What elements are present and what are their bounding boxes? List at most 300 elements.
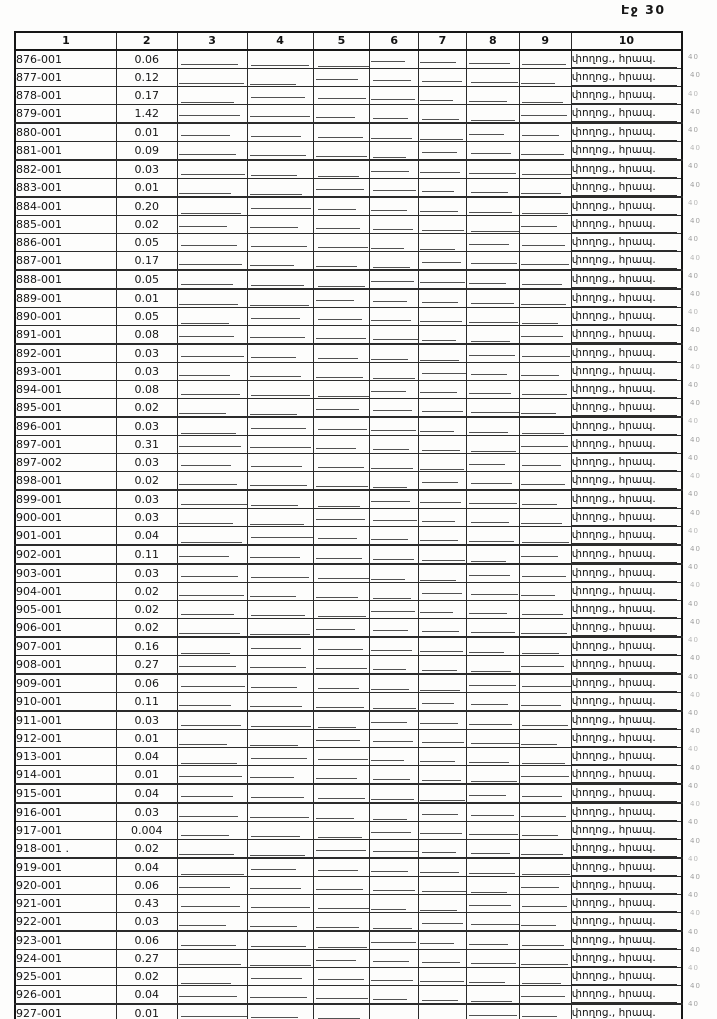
empty-cell-dash — [373, 449, 410, 450]
empty-cell — [370, 583, 419, 601]
empty-cell — [519, 160, 571, 179]
empty-cell-dash — [251, 136, 300, 137]
empty-cell-dash — [181, 725, 241, 726]
empty-cell-dash — [251, 648, 300, 649]
row-id-cell: 906-001 — [15, 619, 116, 638]
table-row — [15, 197, 682, 216]
empty-cell-dash — [251, 65, 308, 66]
empty-cell-dash — [420, 580, 455, 581]
empty-cell — [370, 69, 419, 87]
empty-cell-dash — [471, 671, 512, 672]
empty-cell — [519, 509, 571, 527]
empty-cell — [247, 472, 313, 491]
margin-mark: 40 — [688, 125, 699, 134]
table-row — [15, 490, 682, 509]
empty-cell — [519, 858, 571, 877]
empty-cell-dash — [471, 594, 518, 595]
empty-cell — [177, 123, 247, 142]
street-label-cell — [571, 179, 682, 198]
empty-cell-dash — [471, 341, 511, 342]
margin-mark: 40 — [688, 235, 699, 244]
empty-cell — [247, 363, 313, 381]
empty-cell — [370, 417, 419, 436]
empty-cell-dash — [181, 874, 244, 875]
empty-cell-dash — [373, 999, 407, 1000]
empty-cell-dash — [316, 558, 362, 559]
empty-cell — [370, 142, 419, 161]
empty-cell — [519, 583, 571, 601]
empty-cell — [519, 417, 571, 436]
row-value-cell: 0.01 — [116, 1004, 177, 1019]
empty-cell — [177, 931, 247, 950]
street-label: փողոց., հրապ. — [572, 676, 677, 692]
empty-cell-dash — [422, 450, 461, 451]
margin-mark: 40 — [688, 1000, 699, 1009]
empty-cell-dash — [471, 1001, 513, 1002]
margin-mark: 40 — [690, 399, 701, 408]
empty-cell — [313, 803, 370, 822]
empty-cell-dash — [420, 910, 456, 911]
margin-mark: 40 — [688, 526, 699, 535]
empty-cell — [519, 601, 571, 619]
empty-cell-dash — [181, 686, 245, 687]
empty-cell — [519, 619, 571, 638]
empty-cell — [247, 50, 313, 69]
empty-cell — [177, 527, 247, 546]
empty-cell — [419, 1004, 467, 1019]
empty-cell-dash — [422, 191, 454, 192]
empty-cell — [177, 693, 247, 712]
row-value-cell: 0.02 — [116, 840, 177, 859]
row-value-cell: 0.06 — [116, 674, 177, 693]
empty-cell-dash — [522, 576, 565, 577]
row-id-cell: 882-001 — [15, 160, 116, 179]
street-label: փողոց., հրապ. — [572, 162, 677, 178]
margin-mark: 40 — [690, 107, 701, 116]
empty-cell — [419, 545, 467, 564]
empty-cell-dash — [251, 726, 311, 727]
empty-cell-dash — [251, 907, 310, 908]
empty-cell — [247, 913, 313, 932]
margin-mark: 40 — [688, 964, 699, 973]
margin-mark: 40 — [690, 872, 701, 881]
street-label: փողոց., հրապ. — [572, 70, 677, 86]
empty-cell — [467, 363, 520, 381]
empty-cell-dash — [522, 433, 563, 434]
empty-cell-dash — [420, 540, 458, 541]
row-value-cell: 0.03 — [116, 913, 177, 932]
empty-cell — [247, 197, 313, 216]
empty-cell — [467, 564, 520, 583]
empty-cell — [177, 216, 247, 234]
table-row — [15, 895, 682, 913]
empty-cell-dash — [371, 430, 416, 431]
empty-cell-dash — [316, 377, 363, 378]
empty-cell-dash — [251, 1017, 298, 1018]
empty-cell — [419, 986, 467, 1005]
empty-cell — [519, 472, 571, 491]
table-row — [15, 436, 682, 454]
row-id-cell: 892-001 — [15, 344, 116, 363]
empty-cell — [467, 931, 520, 950]
empty-cell-dash — [318, 538, 358, 539]
empty-cell — [467, 490, 520, 509]
empty-cell-dash — [469, 724, 512, 725]
empty-cell-dash — [522, 102, 562, 103]
empty-cell — [419, 895, 467, 913]
empty-cell-dash — [522, 245, 564, 246]
empty-cell-dash — [373, 890, 415, 891]
row-id-cell: 889-001 — [15, 289, 116, 308]
empty-cell — [313, 472, 370, 491]
empty-cell-dash — [316, 707, 364, 708]
empty-cell — [247, 968, 313, 986]
empty-cell-dash — [471, 632, 515, 633]
empty-cell-dash — [179, 964, 241, 965]
column-header: 8 — [467, 32, 520, 50]
row-value-cell: 0.04 — [116, 784, 177, 803]
empty-cell — [419, 252, 467, 271]
row-id-cell: 924-001 — [15, 950, 116, 968]
empty-cell-dash — [521, 264, 569, 265]
empty-cell — [370, 564, 419, 583]
empty-cell-dash — [522, 356, 569, 357]
street-label: փողոց., հրապ. — [572, 823, 677, 839]
empty-cell — [370, 509, 419, 527]
empty-cell-dash — [373, 819, 408, 820]
empty-cell — [177, 784, 247, 803]
empty-cell-dash — [179, 264, 243, 265]
empty-cell-dash — [469, 982, 505, 983]
empty-cell — [419, 913, 467, 932]
row-id-cell: 918-001 . — [15, 840, 116, 859]
empty-cell-dash — [318, 947, 368, 948]
street-label: փողոց., հրապ. — [572, 620, 677, 636]
table-row — [15, 50, 682, 69]
empty-cell-dash — [179, 226, 227, 227]
margin-mark: 40 — [690, 508, 701, 517]
street-label-cell — [571, 197, 682, 216]
street-label-cell — [571, 454, 682, 472]
street-label-cell — [571, 87, 682, 105]
empty-cell — [519, 931, 571, 950]
empty-cell — [467, 105, 520, 124]
street-label: փողոց., հրապ. — [572, 584, 677, 600]
empty-cell-dash — [316, 79, 358, 80]
empty-cell — [519, 968, 571, 986]
empty-cell-dash — [422, 631, 460, 632]
row-value-cell: 0.02 — [116, 601, 177, 619]
street-label-cell — [571, 509, 682, 527]
empty-cell — [519, 123, 571, 142]
row-value-cell: 0.11 — [116, 693, 177, 712]
empty-cell-dash — [250, 667, 307, 668]
column-header: 3 — [177, 32, 247, 50]
row-id-cell: 910-001 — [15, 693, 116, 712]
empty-cell-dash — [318, 837, 362, 838]
empty-cell-dash — [181, 394, 240, 395]
street-label-cell — [571, 730, 682, 748]
empty-cell — [519, 197, 571, 216]
empty-cell-dash — [422, 521, 455, 522]
empty-cell — [247, 803, 313, 822]
street-label: փողոց., հրապ. — [572, 731, 677, 747]
empty-cell-dash — [181, 174, 245, 175]
empty-cell — [313, 895, 370, 913]
table-row — [15, 711, 682, 730]
empty-cell — [467, 730, 520, 748]
empty-cell-dash — [471, 561, 507, 562]
empty-cell-dash — [318, 396, 370, 397]
empty-cell — [177, 179, 247, 198]
row-id-cell: 919-001 — [15, 858, 116, 877]
street-label: փողոց., հրապ. — [572, 437, 677, 453]
empty-cell-dash — [251, 836, 299, 837]
table-row — [15, 913, 682, 932]
empty-cell-dash — [420, 321, 462, 322]
empty-cell-dash — [471, 153, 512, 154]
empty-cell — [177, 105, 247, 124]
empty-cell-dash — [316, 960, 356, 961]
margin-mark: 40 — [688, 198, 699, 207]
row-value-cell: 0.08 — [116, 326, 177, 345]
margin-mark: 40 — [688, 490, 699, 499]
table-row — [15, 363, 682, 381]
empty-cell-dash — [422, 852, 456, 853]
empty-cell — [313, 583, 370, 601]
empty-cell-dash — [179, 484, 237, 485]
empty-cell-dash — [420, 469, 464, 470]
empty-cell — [177, 637, 247, 656]
margin-mark: 40 — [690, 800, 701, 809]
empty-cell — [247, 252, 313, 271]
table-row — [15, 858, 682, 877]
empty-cell-dash — [179, 776, 243, 777]
empty-cell — [313, 123, 370, 142]
empty-cell — [419, 803, 467, 822]
empty-cell-dash — [420, 872, 459, 873]
empty-cell-dash — [469, 575, 510, 576]
empty-cell — [313, 564, 370, 583]
empty-cell-dash — [318, 616, 366, 617]
street-label: փողոց., հրապ. — [572, 492, 677, 508]
empty-cell — [370, 50, 419, 69]
street-label-cell — [571, 766, 682, 785]
column-header: 2 — [116, 32, 177, 50]
empty-cell-dash — [250, 634, 310, 635]
row-value-cell: 0.03 — [116, 417, 177, 436]
row-id-cell: 902-001 — [15, 545, 116, 564]
empty-cell-dash — [179, 705, 231, 706]
row-id-cell: 881-001 — [15, 142, 116, 161]
empty-cell — [313, 363, 370, 381]
table-row — [15, 986, 682, 1005]
empty-cell — [177, 344, 247, 363]
empty-cell-dash — [420, 139, 463, 140]
empty-cell — [467, 326, 520, 345]
row-value-cell: 0.31 — [116, 436, 177, 454]
row-value-cell: 0.03 — [116, 344, 177, 363]
empty-cell — [177, 363, 247, 381]
table-row — [15, 344, 682, 363]
empty-cell — [519, 179, 571, 198]
empty-cell-dash — [373, 630, 409, 631]
empty-cell — [313, 105, 370, 124]
row-id-cell: 917-001 — [15, 822, 116, 840]
empty-cell — [313, 399, 370, 418]
empty-cell-dash — [318, 176, 360, 177]
empty-cell — [370, 858, 419, 877]
empty-cell-dash — [469, 322, 518, 323]
empty-cell — [519, 363, 571, 381]
empty-cell — [419, 693, 467, 712]
empty-cell — [467, 216, 520, 234]
margin-mark: 40 — [690, 982, 701, 991]
empty-cell-dash — [179, 336, 234, 337]
empty-cell — [313, 69, 370, 87]
empty-cell — [177, 674, 247, 693]
empty-cell-dash — [251, 797, 303, 798]
empty-cell-dash — [422, 780, 461, 781]
empty-cell — [247, 509, 313, 527]
row-id-cell: 877-001 — [15, 69, 116, 87]
empty-cell — [467, 197, 520, 216]
street-label-cell — [571, 877, 682, 895]
empty-cell-dash — [373, 190, 416, 191]
row-id-cell: 880-001 — [15, 123, 116, 142]
street-label-cell — [571, 344, 682, 363]
empty-cell — [467, 968, 520, 986]
empty-cell — [519, 822, 571, 840]
empty-cell-dash — [469, 762, 509, 763]
empty-cell — [177, 160, 247, 179]
empty-cell — [419, 601, 467, 619]
empty-cell-dash — [422, 411, 463, 412]
street-label: փողոց., հրապ. — [572, 805, 677, 821]
empty-cell-dash — [521, 964, 568, 965]
street-label: փողոց., հրապ. — [572, 253, 677, 269]
empty-cell-dash — [422, 262, 461, 263]
empty-cell — [467, 87, 520, 105]
empty-cell-dash — [371, 689, 409, 690]
empty-cell-dash — [251, 428, 306, 429]
empty-cell-dash — [469, 173, 516, 174]
empty-cell — [177, 50, 247, 69]
empty-cell — [370, 601, 419, 619]
empty-cell — [247, 674, 313, 693]
empty-cell-dash — [422, 593, 462, 594]
empty-cell-dash — [469, 652, 504, 653]
empty-cell — [419, 711, 467, 730]
row-value-cell: 0.04 — [116, 748, 177, 766]
empty-cell — [519, 69, 571, 87]
empty-cell — [467, 344, 520, 363]
empty-cell — [519, 895, 571, 913]
empty-cell — [370, 748, 419, 766]
street-label: փողոց., հրապ. — [572, 602, 677, 618]
empty-cell-dash — [471, 963, 516, 964]
empty-cell — [467, 766, 520, 785]
empty-cell — [419, 822, 467, 840]
empty-cell — [467, 179, 520, 198]
row-id-cell: 879-001 — [15, 105, 116, 124]
row-value-cell: 0.04 — [116, 527, 177, 546]
empty-cell — [370, 913, 419, 932]
empty-cell-dash — [373, 851, 418, 852]
empty-cell — [177, 308, 247, 326]
empty-cell-dash — [371, 171, 409, 172]
street-label: փողոց., հրապ. — [572, 786, 677, 802]
empty-cell-dash — [373, 708, 416, 709]
empty-cell — [519, 381, 571, 399]
empty-cell-dash — [316, 486, 368, 487]
empty-cell-dash — [469, 613, 507, 614]
empty-cell-dash — [316, 850, 366, 851]
empty-cell-dash — [371, 210, 406, 211]
empty-cell-dash — [318, 649, 363, 650]
empty-cell — [247, 289, 313, 308]
empty-cell-dash — [521, 304, 566, 305]
empty-cell-dash — [371, 320, 411, 321]
row-value-cell: 0.17 — [116, 87, 177, 105]
empty-cell-dash — [371, 99, 415, 100]
empty-cell — [247, 656, 313, 675]
empty-cell — [313, 160, 370, 179]
street-label-cell — [571, 748, 682, 766]
table-row — [15, 142, 682, 161]
street-label-cell — [571, 931, 682, 950]
empty-cell-dash — [373, 741, 414, 742]
empty-cell — [419, 619, 467, 638]
empty-cell-dash — [422, 152, 457, 153]
street-label-cell — [571, 490, 682, 509]
empty-cell — [177, 197, 247, 216]
empty-cell-dash — [250, 524, 304, 525]
margin-mark: 40 — [690, 326, 701, 335]
empty-cell — [313, 179, 370, 198]
row-value-cell: 0.02 — [116, 619, 177, 638]
margin-mark: 40 — [688, 636, 699, 645]
street-label-cell — [571, 564, 682, 583]
empty-cell-dash — [471, 82, 518, 83]
empty-cell-dash — [420, 800, 465, 801]
empty-cell-dash — [316, 156, 367, 157]
empty-cell-dash — [371, 539, 407, 540]
empty-cell-dash — [471, 451, 516, 452]
empty-cell — [419, 877, 467, 895]
empty-cell-dash — [316, 998, 368, 999]
empty-cell-dash — [371, 611, 415, 612]
street-label-cell — [571, 693, 682, 712]
empty-cell-dash — [521, 595, 556, 596]
empty-cell — [519, 105, 571, 124]
page-number: Էջ 30 — [621, 2, 666, 17]
empty-cell — [419, 454, 467, 472]
empty-cell — [177, 711, 247, 730]
street-label-cell — [571, 637, 682, 656]
empty-cell-dash — [179, 446, 241, 447]
empty-cell-dash — [181, 1016, 247, 1017]
empty-cell-dash — [181, 906, 240, 907]
empty-cell — [467, 858, 520, 877]
row-id-cell: 886-001 — [15, 234, 116, 252]
street-label: փողոց., հրապ. — [572, 364, 677, 380]
table-row — [15, 527, 682, 546]
empty-cell-dash — [318, 98, 366, 99]
row-id-cell: 883-001 — [15, 179, 116, 198]
empty-cell-dash — [521, 413, 557, 414]
empty-cell — [370, 968, 419, 986]
